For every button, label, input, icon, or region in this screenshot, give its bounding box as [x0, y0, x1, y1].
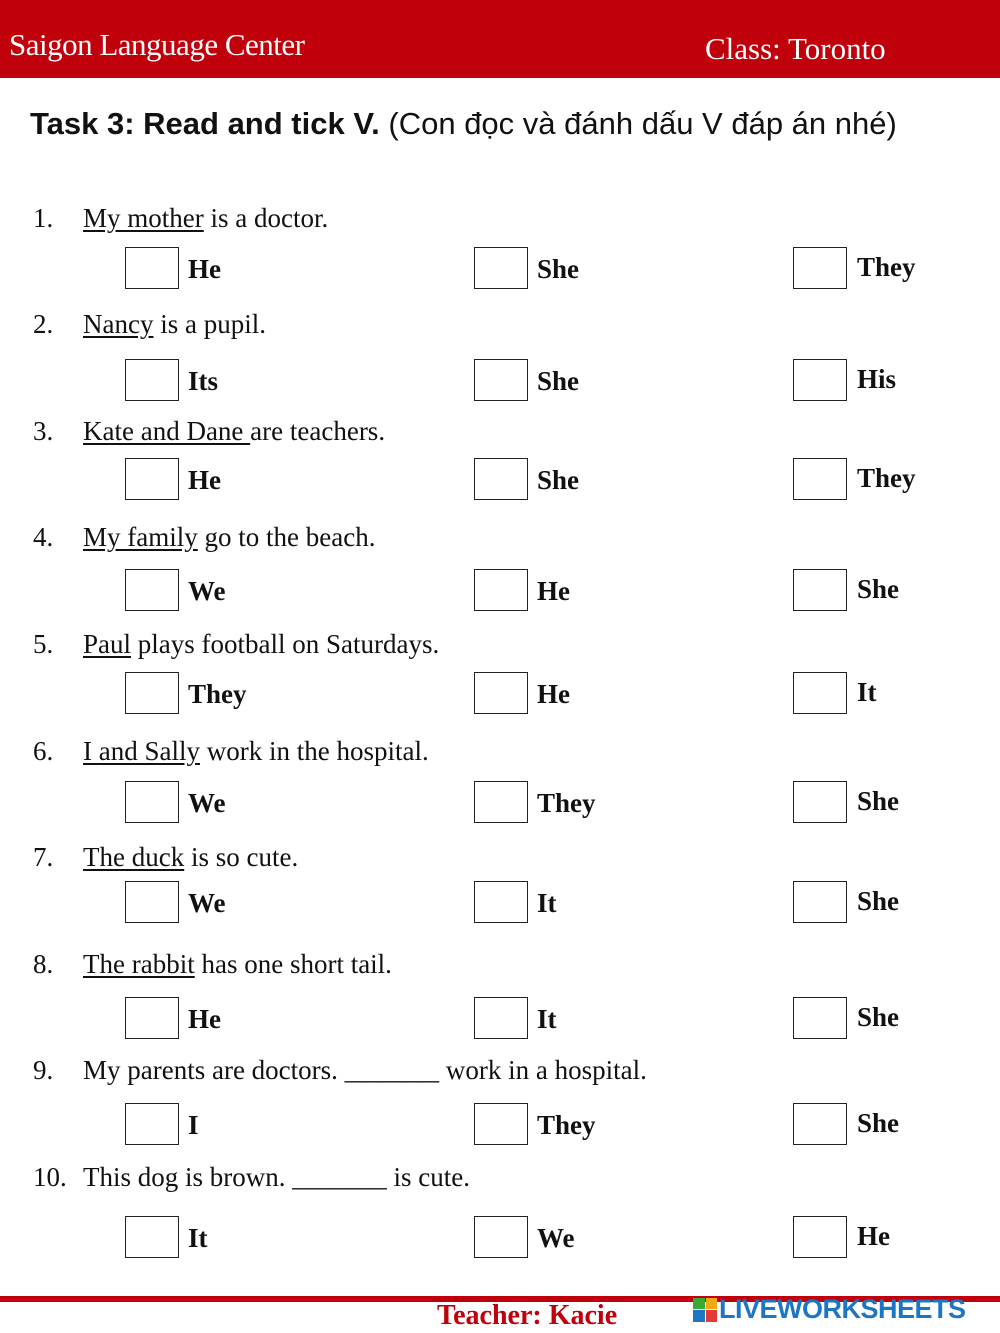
tick-box[interactable] — [474, 881, 528, 923]
tick-box[interactable] — [474, 247, 528, 289]
option-label: His — [857, 364, 897, 394]
tick-box[interactable] — [474, 781, 528, 823]
tick-box[interactable] — [474, 1216, 528, 1258]
question-rest: has one short tail. — [194, 949, 392, 979]
question-8 — [0, 949, 1000, 989]
question-text — [83, 629, 439, 660]
liveworksheets-brand[interactable] — [693, 1294, 966, 1325]
question-1 — [0, 203, 1000, 243]
question-text — [83, 309, 266, 340]
tick-box[interactable] — [125, 458, 179, 500]
option-label: He — [188, 1004, 221, 1034]
tick-box[interactable] — [793, 997, 847, 1039]
question-number: 9. — [33, 1055, 54, 1085]
question-number: 1. — [33, 203, 54, 233]
options-row — [0, 247, 1000, 295]
tick-box[interactable] — [125, 569, 179, 611]
question-number: 3. — [33, 416, 54, 446]
option-label: We — [537, 1223, 575, 1253]
question-number: 7. — [33, 842, 54, 872]
option-label: She — [537, 366, 580, 396]
question-6 — [0, 736, 1000, 776]
question-rest: is so cute. — [184, 842, 299, 872]
tick-box[interactable] — [125, 881, 179, 923]
options-row — [0, 672, 1000, 720]
options-row — [0, 781, 1000, 829]
option-label: She — [537, 465, 580, 495]
tick-box[interactable] — [125, 781, 179, 823]
options-row — [0, 359, 1000, 407]
class-label: Class: Toronto — [705, 31, 886, 66]
question-rest: is a doctor. — [203, 203, 329, 233]
option-label: He — [188, 465, 221, 495]
option-label: They — [537, 788, 596, 818]
task-title — [30, 106, 897, 142]
question-number: 10. — [33, 1162, 67, 1192]
tick-box[interactable] — [474, 359, 528, 401]
question-text — [83, 1055, 647, 1086]
question-3 — [0, 416, 1000, 456]
tick-box[interactable] — [474, 458, 528, 500]
question-4 — [0, 522, 1000, 562]
options-row — [0, 1216, 1000, 1264]
task-title-instruction: (Con đọc và đánh dấu V đáp án nhé) — [388, 106, 897, 141]
brand-text: LIVEWORKSHEETS — [719, 1294, 966, 1324]
option-label: It — [857, 677, 877, 707]
tick-box[interactable] — [793, 458, 847, 500]
question-rest: This dog is brown. _______ is cute. — [83, 1162, 470, 1192]
option-label: She — [857, 1002, 900, 1032]
liveworksheets-logo-icon — [693, 1298, 717, 1322]
option-label: We — [188, 576, 226, 606]
tick-box[interactable] — [125, 997, 179, 1039]
tick-box[interactable] — [793, 1103, 847, 1145]
question-subject: Nancy — [83, 309, 154, 339]
question-rest: plays football on Saturdays. — [131, 629, 440, 659]
tick-box[interactable] — [125, 1103, 179, 1145]
question-rest: work in the hospital. — [199, 736, 429, 766]
option-label: She — [857, 786, 900, 816]
question-number: 6. — [33, 736, 54, 766]
options-row — [0, 881, 1000, 929]
school-name: Saigon Language Center — [9, 27, 305, 62]
option-label: They — [537, 1110, 596, 1140]
tick-box[interactable] — [474, 569, 528, 611]
option-label: I — [188, 1110, 199, 1140]
options-row — [0, 458, 1000, 506]
question-text — [83, 736, 429, 767]
tick-box[interactable] — [793, 672, 847, 714]
option-label: She — [857, 886, 900, 916]
question-number: 8. — [33, 949, 54, 979]
option-label: He — [188, 254, 221, 284]
tick-box[interactable] — [474, 672, 528, 714]
options-row — [0, 569, 1000, 617]
tick-box[interactable] — [125, 1216, 179, 1258]
question-subject: I and Sally — [83, 736, 200, 766]
tick-box[interactable] — [125, 672, 179, 714]
question-text — [83, 1162, 470, 1193]
tick-box[interactable] — [474, 997, 528, 1039]
question-10 — [0, 1162, 1000, 1202]
options-row — [0, 997, 1000, 1045]
question-text — [83, 416, 385, 447]
question-text — [83, 842, 298, 873]
question-subject: My family — [83, 522, 198, 552]
tick-box[interactable] — [125, 359, 179, 401]
option-label: He — [857, 1221, 890, 1251]
task-title-main: Task 3: Read and tick V. — [30, 106, 380, 141]
option-label: It — [537, 888, 557, 918]
question-text — [83, 522, 375, 553]
question-number: 4. — [33, 522, 54, 552]
question-rest: is a pupil. — [153, 309, 266, 339]
question-number: 2. — [33, 309, 54, 339]
question-subject: The duck — [83, 842, 185, 872]
tick-box[interactable] — [793, 359, 847, 401]
question-subject: Kate and Dane — [83, 416, 251, 446]
option-label: We — [188, 788, 226, 818]
tick-box[interactable] — [125, 247, 179, 289]
question-number: 5. — [33, 629, 54, 659]
tick-box[interactable] — [474, 1103, 528, 1145]
question-text — [83, 203, 328, 234]
tick-box[interactable] — [793, 569, 847, 611]
question-rest: go to the beach. — [197, 522, 376, 552]
question-subject: The rabbit — [83, 949, 195, 979]
question-rest: are teachers. — [250, 416, 386, 446]
option-label: They — [857, 252, 916, 282]
question-subject: Paul — [83, 629, 132, 659]
option-label: We — [188, 888, 226, 918]
option-label: It — [188, 1223, 208, 1253]
tick-box[interactable] — [793, 1216, 847, 1258]
option-label: He — [537, 679, 570, 709]
header-bar — [0, 0, 1000, 78]
option-label: She — [537, 254, 580, 284]
tick-box[interactable] — [793, 247, 847, 289]
teacher-name: Teacher: Kacie — [437, 1300, 618, 1331]
option-label: He — [537, 576, 570, 606]
option-label: It — [537, 1004, 557, 1034]
question-5 — [0, 629, 1000, 669]
tick-box[interactable] — [793, 881, 847, 923]
option-label: She — [857, 1108, 900, 1138]
question-2 — [0, 309, 1000, 349]
option-label: They — [188, 679, 247, 709]
question-7 — [0, 842, 1000, 882]
option-label: She — [857, 574, 900, 604]
option-label: They — [857, 463, 916, 493]
options-row — [0, 1103, 1000, 1151]
option-label: Its — [188, 366, 219, 396]
question-text — [83, 949, 392, 980]
question-subject: My mother — [83, 203, 204, 233]
question-rest: My parents are doctors. _______ work in a hospital. — [83, 1055, 647, 1085]
question-9 — [0, 1055, 1000, 1095]
tick-box[interactable] — [793, 781, 847, 823]
